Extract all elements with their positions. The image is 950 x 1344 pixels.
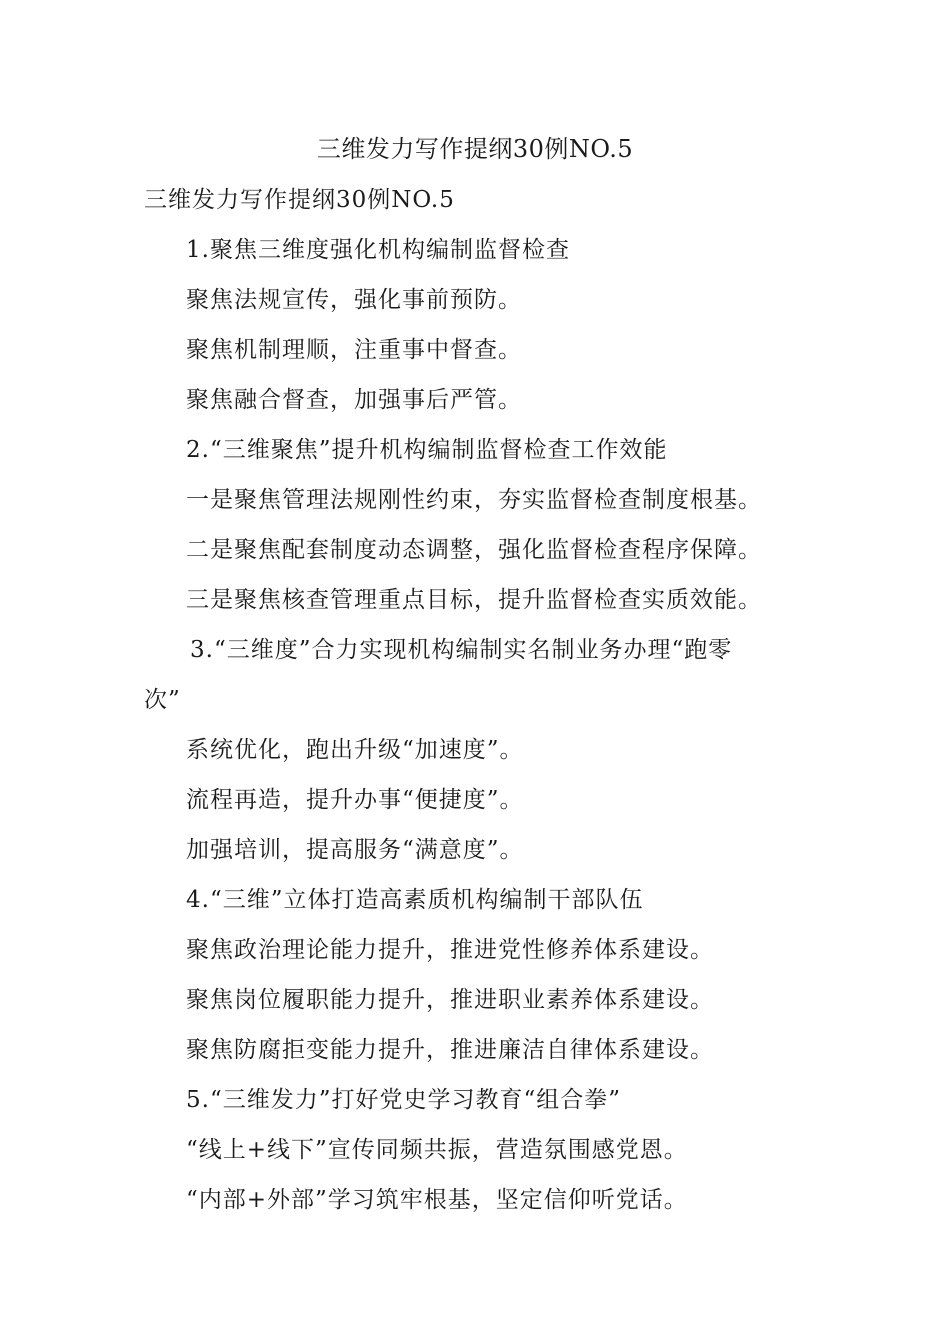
paragraph: 聚焦政治理论能力提升，推进党性修养体系建设。 — [186, 937, 714, 963]
heading-5: 5.“三维发力”打好党史学习教育“组合拳” — [186, 1087, 621, 1113]
paragraph: 聚焦防腐拒变能力提升，推进廉洁自律体系建设。 — [186, 1037, 714, 1063]
paragraph: “线上+线下”宣传同频共振，营造氛围感党恩。 — [186, 1137, 688, 1163]
paragraph: 一是聚焦管理法规刚性约束，夯实监督检查制度根基。 — [186, 487, 762, 513]
paragraph-subtitle: 三维发力写作提纲30例NO.5 — [144, 187, 455, 213]
paragraph: 聚焦融合督查，加强事后严管。 — [186, 387, 522, 413]
paragraph: 加强培训，提高服务“满意度”。 — [186, 837, 524, 863]
document-title: 三维发力写作提纲30例NO.5 — [316, 135, 634, 163]
paragraph: 三是聚焦核查管理重点目标，提升监督检查实质效能。 — [186, 587, 762, 613]
paragraph: 聚焦岗位履职能力提升，推进职业素养体系建设。 — [186, 987, 714, 1013]
paragraph: 聚焦机制理顺，注重事中督查。 — [186, 337, 522, 363]
heading-3-continued: 次” — [144, 687, 181, 713]
heading-2: 2.“三维聚焦”提升机构编制监督检查工作效能 — [186, 437, 668, 463]
heading-4: 4.“三维”立体打造高素质机构编制干部队伍 — [186, 887, 644, 913]
paragraph: “内部+外部”学习筑牢根基，坚定信仰听党话。 — [186, 1187, 688, 1213]
paragraph: 流程再造，提升办事“便捷度”。 — [186, 787, 524, 813]
heading-3: 3.“三维度”合力实现机构编制实名制业务办理“跑零 — [190, 637, 733, 663]
paragraph: 二是聚焦配套制度动态调整，强化监督检查程序保障。 — [186, 537, 762, 563]
paragraph: 聚焦法规宣传，强化事前预防。 — [186, 287, 522, 313]
heading-1: 1.聚焦三维度强化机构编制监督检查 — [186, 237, 570, 263]
document-body — [144, 182, 814, 1232]
paragraph: 系统优化，跑出升级“加速度”。 — [186, 737, 524, 763]
